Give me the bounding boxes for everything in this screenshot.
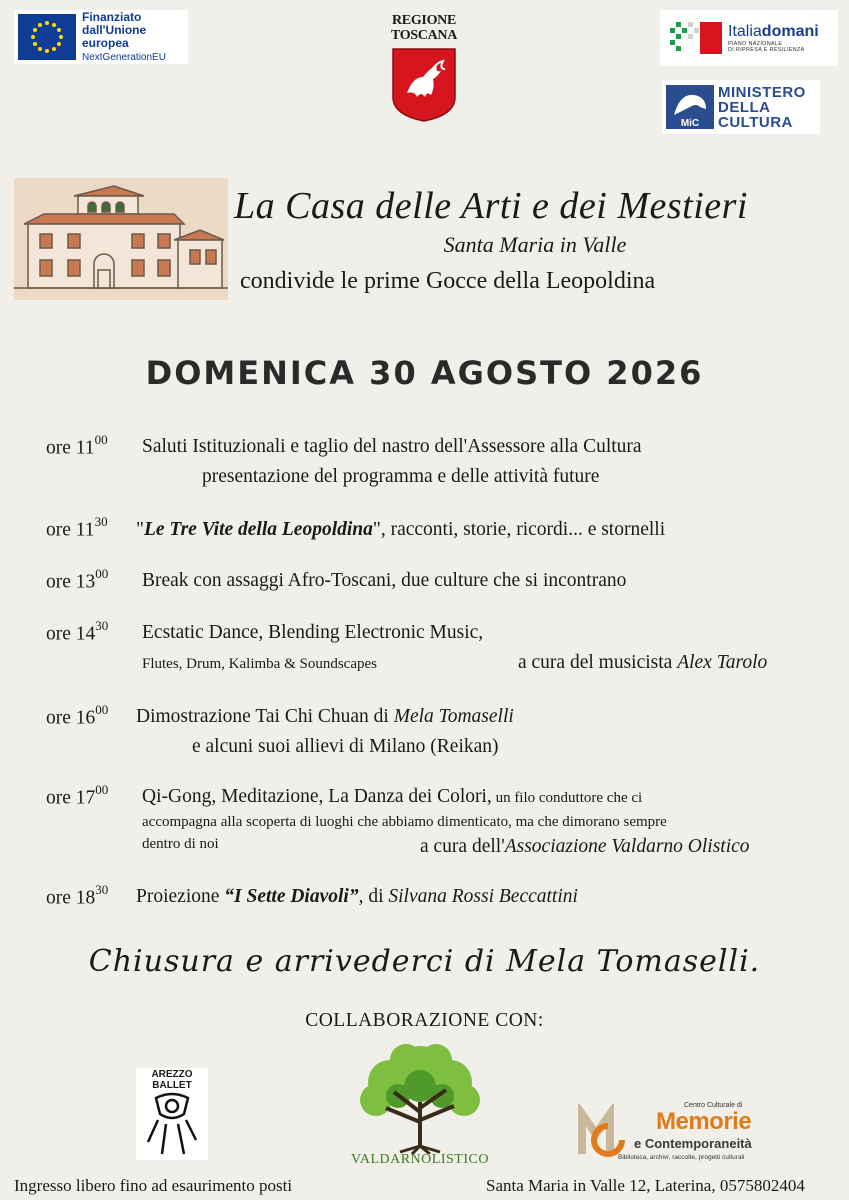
regione-toscana-logo xyxy=(386,14,462,132)
mic-line3: CULTURA xyxy=(718,113,793,131)
mic-emblem-icon xyxy=(666,85,714,129)
schedule-item-detail: dentro di noi xyxy=(142,836,219,852)
collaboration-heading: COLLABORAZIONE CON: xyxy=(305,1010,544,1031)
toscana-line2: TOSCANA xyxy=(390,27,458,43)
schedule-time: ore $16^{00}$ xyxy=(46,702,109,729)
event-tagline: condivide le prime Gocce della Leopoldina xyxy=(240,268,656,294)
footer-address: Santa Maria in Valle 12, Laterina, 0575802404 xyxy=(486,1176,805,1195)
house-illustration xyxy=(14,178,228,300)
schedule-item-detail: Flutes, Drum, Kalimba & Soundscapes xyxy=(142,656,377,672)
eu-text-line1: Finanziato xyxy=(82,9,142,24)
valdarno-olistico-label: VALDARNOLISTICO xyxy=(351,1152,489,1167)
event-title: La Casa delle Arti e dei Mestieri xyxy=(234,185,748,227)
mic-line1: MINISTERO xyxy=(718,83,806,101)
arezzo-ballet-logo xyxy=(136,1068,208,1160)
schedule-time: ore $11^{30}$ xyxy=(46,514,108,541)
show-title: Le Tre Vite della Leopoldina xyxy=(143,519,373,540)
schedule-item-text: "Le Tre Vite della Leopoldina", racconti, storie, ricordi... e stornelli xyxy=(136,519,666,540)
schedule-item-text: e alcuni suoi allievi di Milano (Reikan) xyxy=(192,736,499,757)
film-title: I Sette Diavoli xyxy=(234,886,349,907)
ministero-cultura-logo xyxy=(662,80,820,134)
memorie-name: Memorie xyxy=(656,1108,752,1135)
eu-flag-icon xyxy=(18,14,76,60)
eu-text-line3: NextGenerationEU xyxy=(82,52,166,64)
mic-mark-text: MiC xyxy=(680,118,700,129)
italiadomani-brand-b: domani xyxy=(761,22,819,40)
event-date: DOMENICA 30 AGOSTO 2026 xyxy=(145,354,704,392)
memorie-name2: e Contemporaneità xyxy=(634,1136,752,1151)
memorie-top: Centro Culturale di xyxy=(684,1102,743,1109)
footer-entry-note: Ingresso libero fino ad esaurimento posti xyxy=(14,1176,293,1195)
schedule-time: ore $18^{30}$ xyxy=(46,882,109,909)
eu-text-line2: dall'Unione europea xyxy=(82,22,147,51)
schedule-item-text: presentazione del programma e delle attività future xyxy=(202,466,600,487)
arezzo-line2-text: BALLET xyxy=(152,1080,192,1091)
pegasus-shield-icon xyxy=(391,47,457,123)
tree-icon xyxy=(350,1042,490,1162)
schedule-item-text: Dimostrazione Tai Chi Chuan di Mela Tomaselli xyxy=(136,706,514,727)
closing-line: Chiusura e arrivederci di Mela Tomaselli. xyxy=(88,944,761,979)
schedule-item-text: Saluti Istituzionali e taglio del nastro dell'Assessore alla Cultura xyxy=(142,436,642,457)
pixel-flag-icon xyxy=(666,18,724,58)
schedule-time: ore $17^{00}$ xyxy=(46,782,109,809)
schedule-item-text: Proiezione “I Sette Diavoli”, di Silvana Rossi Beccattini xyxy=(136,886,578,907)
memorie-contemporaneita-logo xyxy=(578,1100,758,1172)
mic-line2: DELLA xyxy=(718,98,771,116)
memorie-sub: Biblioteca, archivi, raccolte, progetti culturali xyxy=(618,1154,745,1161)
schedule-item-text: Break con assaggi Afro-Toscani, due culture che si incontrano xyxy=(142,570,627,591)
italiadomani-logo xyxy=(660,10,838,66)
schedule-time: ore $11^{00}$ xyxy=(46,432,108,459)
schedule-credit: a cura del musicista Alex Tarolo xyxy=(518,652,768,673)
schedule-time: ore $13^{00}$ xyxy=(46,566,109,593)
schedule-credit: a cura dell'Associazione Valdarno Olistico xyxy=(420,836,750,857)
italiadomani-sub2: DI RIPRESA E RESILIENZA xyxy=(728,47,805,53)
event-subtitle: Santa Maria in Valle xyxy=(443,232,627,257)
arezzo-line1-text: AREZZO xyxy=(151,1069,193,1080)
schedule-time: ore $14^{30}$ xyxy=(46,618,109,645)
italiadomani-sub1: PIANO NAZIONALE xyxy=(728,40,783,47)
toscana-line1: REGIONE xyxy=(391,13,457,28)
schedule-item-detail: accompagna alla scoperta di luoghi che abbiamo dimenticato, ma che dimorano sempre xyxy=(142,814,667,830)
italiadomani-brand-a: Italia xyxy=(728,22,762,40)
schedule-item-text: Qi-Gong, Meditazione, La Danza dei Colori, un filo conduttore che ci xyxy=(142,786,643,807)
eu-funding-logo xyxy=(14,10,188,64)
schedule-item-text: Ecstatic Dance, Blending Electronic Music, xyxy=(142,622,484,643)
